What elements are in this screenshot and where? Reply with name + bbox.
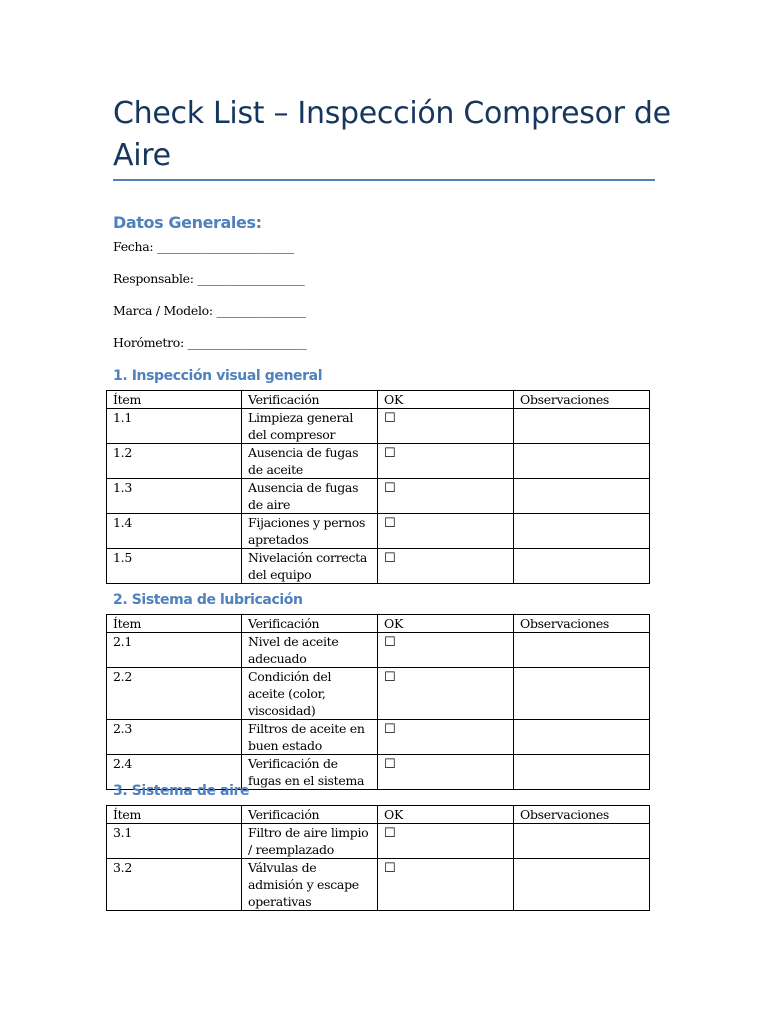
section-1-heading: 1. Inspección visual general (113, 368, 323, 384)
ok-checkbox[interactable] (378, 444, 514, 479)
item-number: 2.3 (107, 720, 242, 755)
checkbox-icon[interactable]: ☐ (384, 481, 396, 496)
observations-cell[interactable] (514, 720, 650, 755)
table-row (107, 720, 650, 755)
section-3-table (106, 805, 650, 911)
checkbox-icon[interactable]: ☐ (384, 551, 396, 566)
verification-text: Válvulas de admisión y escape operativas (242, 859, 378, 911)
observations-cell[interactable] (514, 549, 650, 584)
header-verification: Verificación (242, 391, 378, 409)
observations-cell[interactable] (514, 633, 650, 668)
table-row (107, 409, 650, 444)
section-1-table (106, 390, 650, 584)
checkbox-icon[interactable]: ☐ (384, 826, 396, 841)
verification-text: Verificación de fugas en el sistema (242, 755, 378, 790)
ok-checkbox[interactable] (378, 668, 514, 720)
header-item: Ítem (107, 391, 242, 409)
table-header-row (107, 806, 650, 824)
header-verification: Verificación (242, 615, 378, 633)
observations-cell[interactable] (514, 409, 650, 444)
checkbox-icon[interactable]: ☐ (384, 411, 396, 426)
responsible-field: Responsable: __________________ (113, 271, 305, 286)
table-row (107, 479, 650, 514)
item-number: 2.4 (107, 755, 242, 790)
ok-checkbox[interactable] (378, 859, 514, 911)
section-2-table (106, 614, 650, 790)
verification-text: Fijaciones y pernos apretados (242, 514, 378, 549)
table-row (107, 824, 650, 859)
observations-cell[interactable] (514, 824, 650, 859)
verification-text: Nivelación correcta del equipo (242, 549, 378, 584)
checkbox-icon[interactable]: ☐ (384, 861, 396, 876)
item-number: 1.5 (107, 549, 242, 584)
verification-text: Ausencia de fugas de aire (242, 479, 378, 514)
verification-text: Filtros de aceite en buen estado (242, 720, 378, 755)
ok-checkbox[interactable] (378, 549, 514, 584)
observations-cell[interactable] (514, 479, 650, 514)
table-row (107, 514, 650, 549)
observations-cell[interactable] (514, 668, 650, 720)
verification-text: Condición del aceite (color, viscosidad) (242, 668, 378, 720)
table-header-row (107, 391, 650, 409)
verification-text: Nivel de aceite adecuado (242, 633, 378, 668)
section-2-heading: 2. Sistema de lubricación (113, 592, 303, 608)
verification-text: Ausencia de fugas de aceite (242, 444, 378, 479)
header-ok: OK (378, 806, 514, 824)
header-item: Ítem (107, 615, 242, 633)
general-data-heading: Datos Generales: (113, 213, 262, 232)
item-number: 1.3 (107, 479, 242, 514)
ok-checkbox[interactable] (378, 755, 514, 790)
item-number: 1.4 (107, 514, 242, 549)
checkbox-icon[interactable]: ☐ (384, 516, 396, 531)
item-number: 1.1 (107, 409, 242, 444)
table-row (107, 444, 650, 479)
item-number: 3.2 (107, 859, 242, 911)
title-underline (113, 179, 655, 181)
table-row (107, 668, 650, 720)
verification-text: Filtro de aire limpio / reemplazado (242, 824, 378, 859)
ok-checkbox[interactable] (378, 514, 514, 549)
date-field: Fecha: _______________________ (113, 239, 294, 254)
ok-checkbox[interactable] (378, 633, 514, 668)
section-3-heading: 3. Sistema de aire (113, 783, 250, 799)
ok-checkbox[interactable] (378, 824, 514, 859)
ok-checkbox[interactable] (378, 479, 514, 514)
verification-text: Limpieza general del compresor (242, 409, 378, 444)
table-row (107, 633, 650, 668)
header-item: Ítem (107, 806, 242, 824)
checkbox-icon[interactable]: ☐ (384, 757, 396, 772)
header-observations: Observaciones (514, 615, 650, 633)
ok-checkbox[interactable] (378, 409, 514, 444)
header-observations: Observaciones (514, 391, 650, 409)
item-number: 1.2 (107, 444, 242, 479)
header-verification: Verificación (242, 806, 378, 824)
table-row (107, 859, 650, 911)
checkbox-icon[interactable]: ☐ (384, 670, 396, 685)
hour-meter-field: Horómetro: ____________________ (113, 335, 307, 350)
header-observations: Observaciones (514, 806, 650, 824)
item-number: 3.1 (107, 824, 242, 859)
checkbox-icon[interactable]: ☐ (384, 446, 396, 461)
checkbox-icon[interactable]: ☐ (384, 635, 396, 650)
table-header-row (107, 615, 650, 633)
header-ok: OK (378, 391, 514, 409)
brand-model-field: Marca / Modelo: _______________ (113, 303, 306, 318)
table-row (107, 549, 650, 584)
observations-cell[interactable] (514, 755, 650, 790)
checkbox-icon[interactable]: ☐ (384, 722, 396, 737)
document-title: Check List – Inspección Compresor de Aire (113, 96, 671, 173)
observations-cell[interactable] (514, 444, 650, 479)
item-number: 2.2 (107, 668, 242, 720)
ok-checkbox[interactable] (378, 720, 514, 755)
observations-cell[interactable] (514, 514, 650, 549)
item-number: 2.1 (107, 633, 242, 668)
header-ok: OK (378, 615, 514, 633)
observations-cell[interactable] (514, 859, 650, 911)
